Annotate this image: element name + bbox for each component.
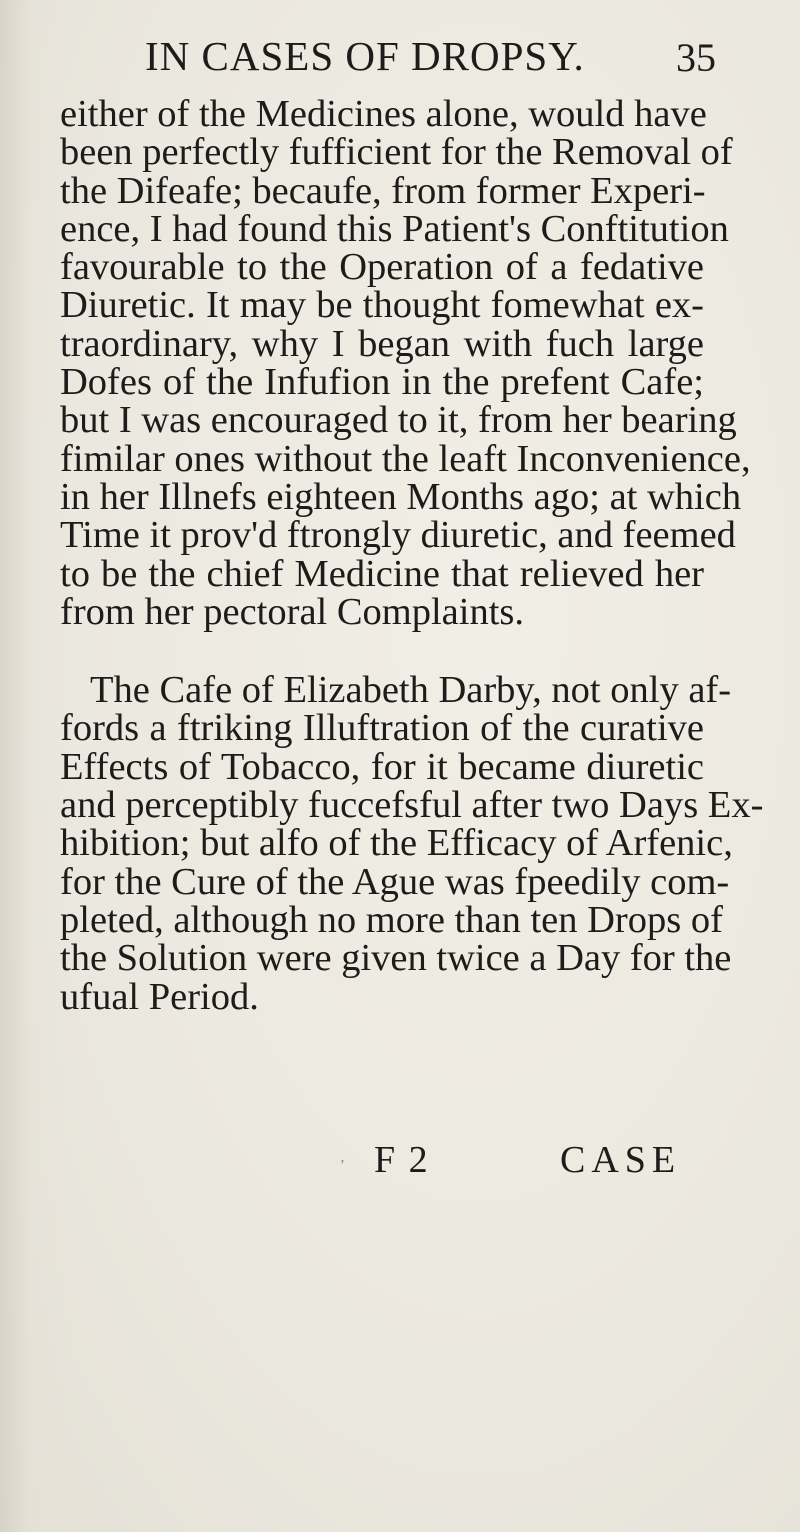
running-head: IN CASES OF DROPSY. [145,33,585,79]
text-line: fimilar ones without the leaft Inconvenience, [60,437,751,480]
text-line: favourable to the Operation of a fedative [60,246,704,289]
text-line: hibition; but alfo of the Efficacy of Arfenic, [60,822,733,865]
text-line: fords a ftriking Illuftration of the curative [60,707,704,750]
text-line: but I was encouraged to it, from her bearing [60,399,737,442]
text-line: and perceptibly fuccefsful after two Days Ex- [60,784,764,827]
text-line: pleted, although no more than ten Drops of [60,898,723,941]
text-line: to be the chief Medicine that relieved her [60,552,704,595]
text-line: the Solution were given twice a Day for the [60,937,732,980]
text-line: the Difeafe; becaufe, from former Experi- [60,169,706,212]
text-line: Dofes of the Infufion in the prefent Cafe; [60,361,704,404]
signature-mark: F 2 [374,1139,430,1181]
text-line: in her Illnefs eighteen Months ago; at which [60,475,742,518]
text-line: for the Cure of the Ague was fpeedily com- [60,860,730,903]
page-header [0,28,800,88]
page-footer [0,1138,800,1188]
text-line: Effects of Tobacco, for it became diuretic [60,745,704,788]
body-text [60,93,764,1018]
catchword: CASE [560,1139,682,1181]
text-line: Diuretic. It may be thought fomewhat ex- [60,284,704,327]
text-line: The Cafe of Elizabeth Darby, not only af- [90,669,732,712]
paragraph-2 [60,669,764,1018]
text-line: either of the Medicines alone, would have [60,93,707,135]
text-line: ufual Period. [60,975,259,1018]
page-number: 35 [676,35,716,80]
text-line: Time it prov'd ftrongly diuretic, and feemed [60,514,736,557]
text-line: from her pectoral Complaints. [60,590,525,633]
ink-speck: ’ [340,1158,345,1173]
text-line: traordinary, why I began with fuch large [60,322,704,365]
text-line: ence, I had found this Patient's Conftitution [60,207,729,250]
text-line: been perfectly fufficient for the Removal of [60,131,733,174]
paragraph-1 [60,93,751,633]
